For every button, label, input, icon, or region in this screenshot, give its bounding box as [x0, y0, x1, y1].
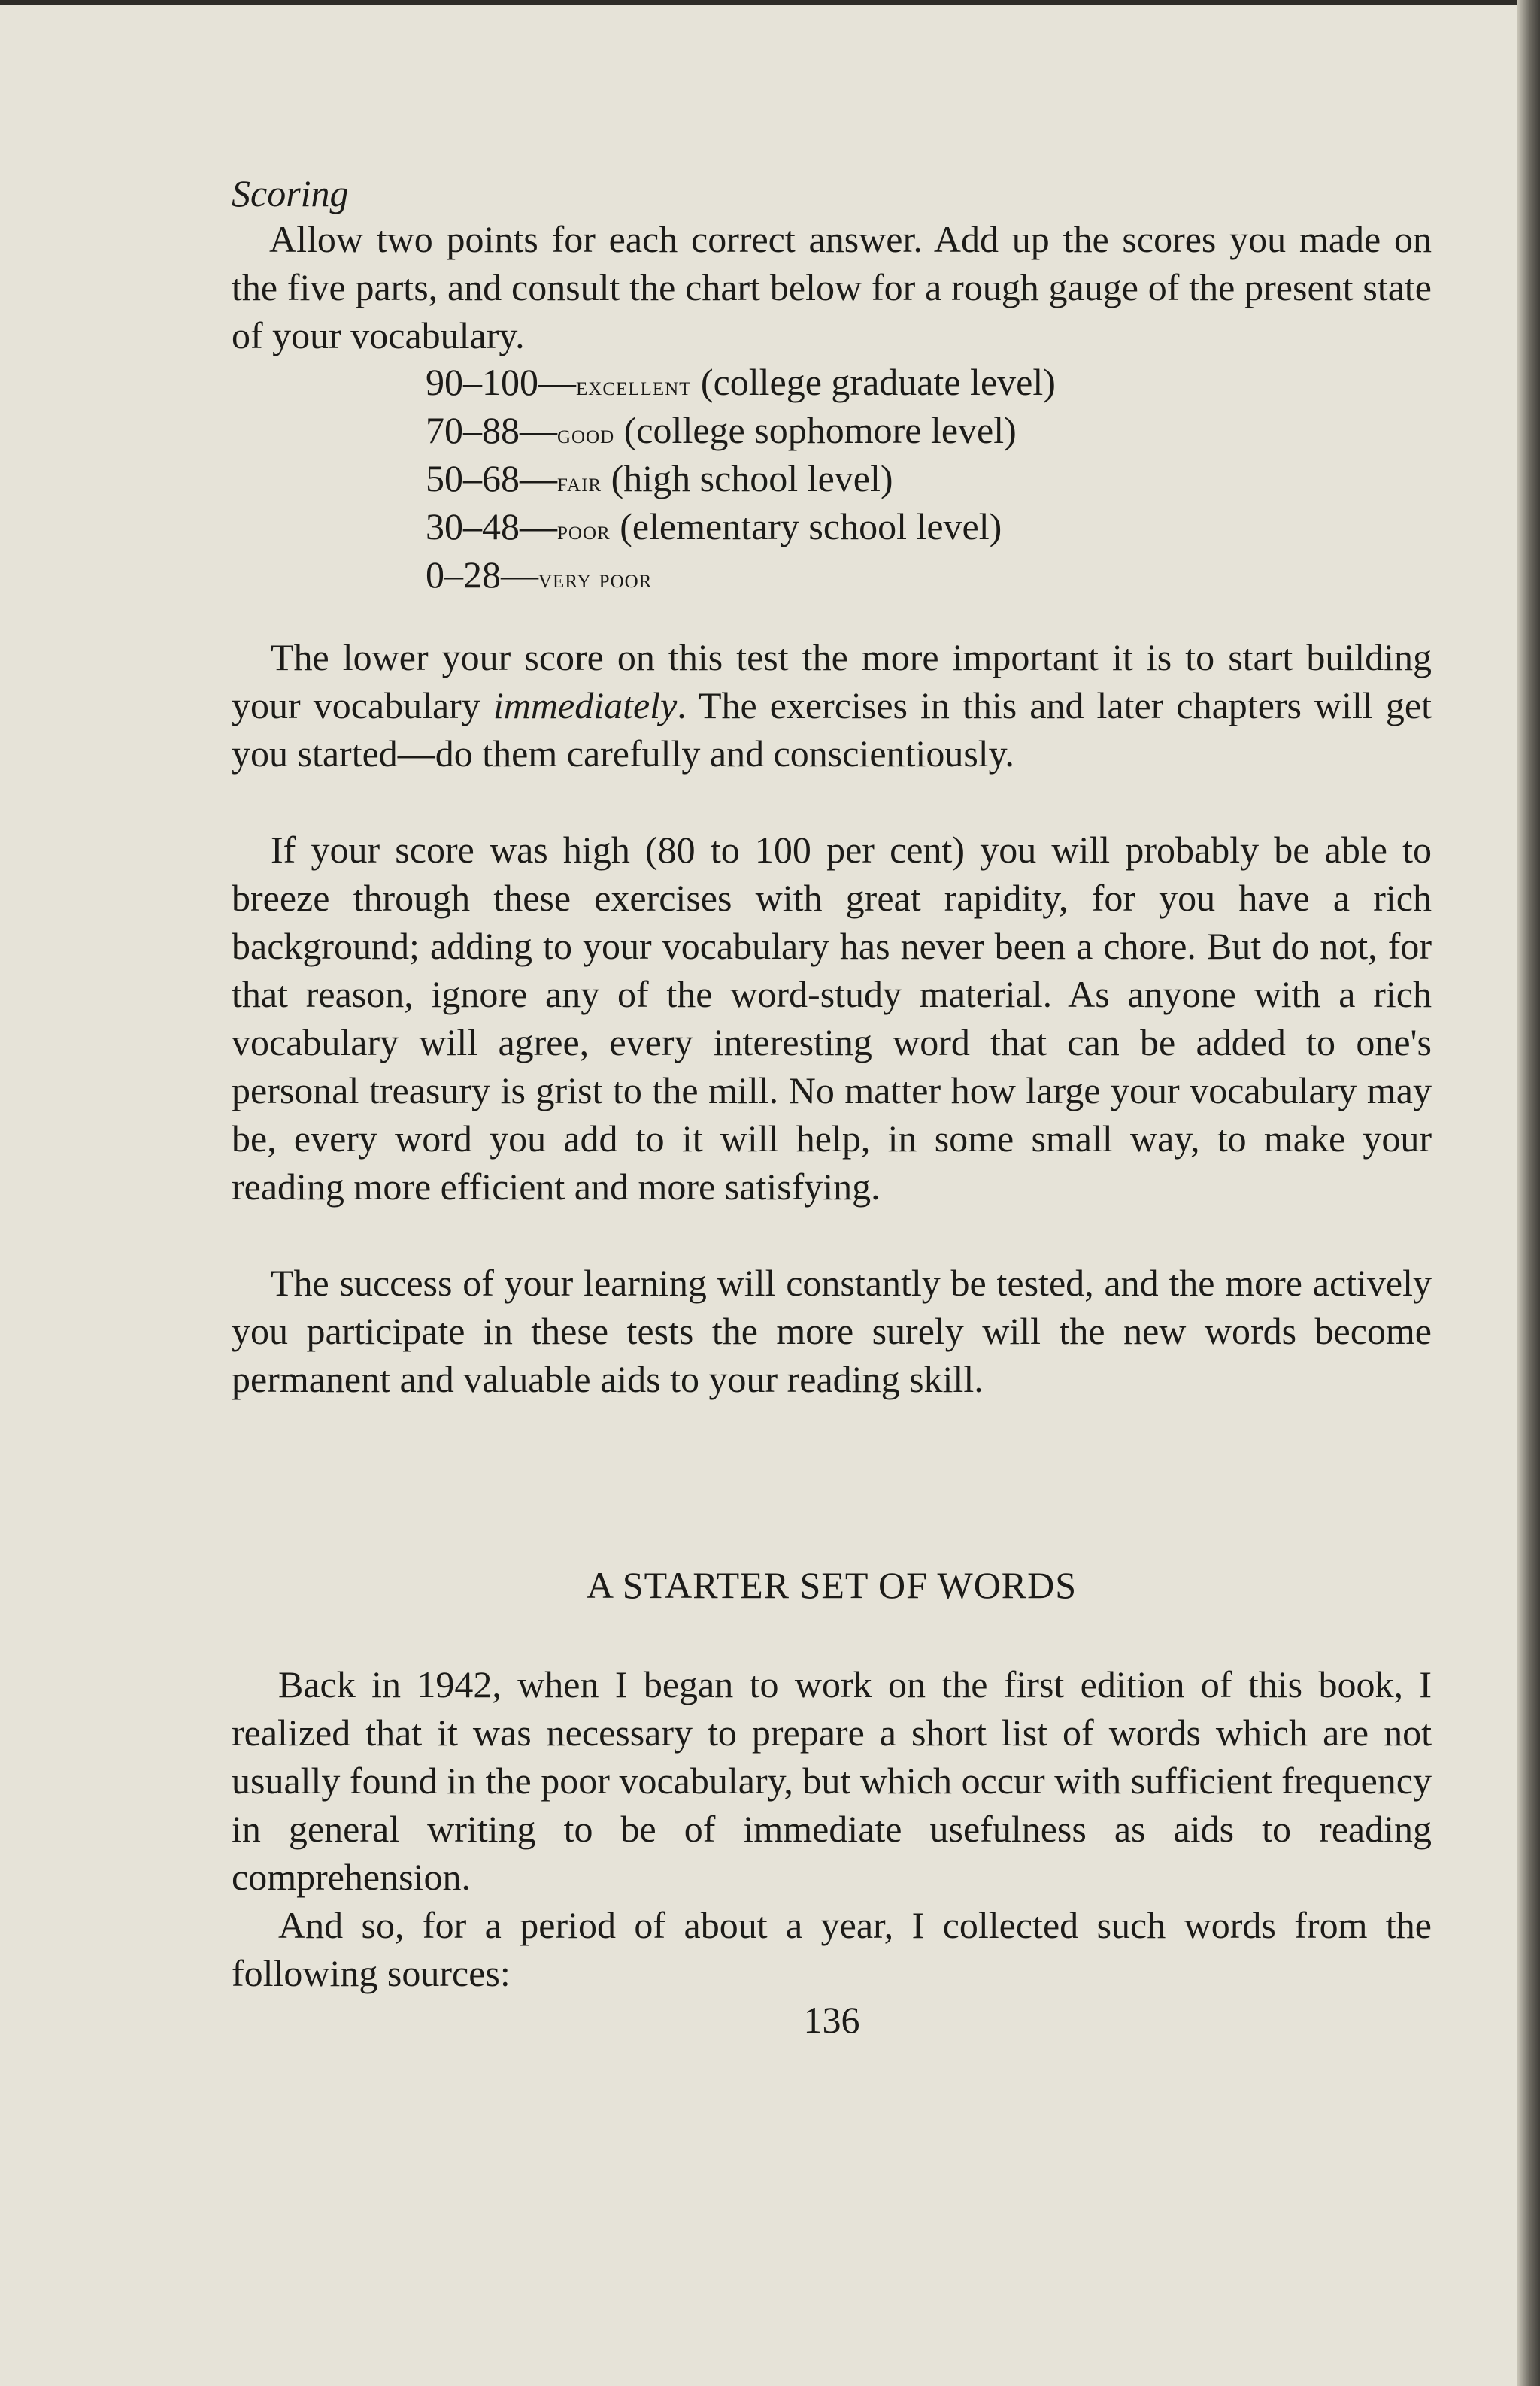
- body-paragraph: And so, for a period of about a year, I collected such words from the following sources:: [232, 1904, 1432, 1994]
- score-row: [426, 406, 1056, 454]
- body-paragraph: The success of your learning will constantly be tested, and the more actively you participate in these tests the more surely will the new words become permanent and valuable aids to your reading skill.: [232, 1262, 1432, 1400]
- score-rating: good: [557, 419, 615, 449]
- score-note: (college sophomore level): [614, 409, 1017, 451]
- score-note: (college graduate level): [691, 361, 1056, 403]
- page-number: 136: [803, 1999, 860, 2041]
- score-row: [426, 502, 1056, 550]
- body-paragraph: [232, 633, 1432, 778]
- score-row: [426, 550, 1056, 599]
- emphasis-text: immediately: [493, 684, 678, 726]
- score-rating: poor: [557, 515, 611, 545]
- paragraph-text: . The exercises in this and later chapters will get you started—do them carefully and conscientiously.: [232, 684, 1432, 775]
- score-range: 0–28—: [426, 553, 538, 596]
- score-chart: [426, 358, 1056, 599]
- body-paragraph: If your score was high (80 to 100 per cent) you will probably be able to breeze through these exercises with great rapidity, for you have a rich background; adding to your vocabulary has never been a chore. But do not, for that reason, ignore any of the word-study material. As anyone with a rich vocabulary will agree, every interesting word that can be added to one's personal treasury is grist to the mill. No matter how large your vocabulary may be, every word you add to it will help, in some small way, to make your reading more efficient and more satisfying.: [232, 829, 1432, 1208]
- score-note: (elementary school level): [610, 505, 1002, 547]
- paragraph-text: The lower your score on this test the more important it is to start building your vocabulary: [232, 636, 1432, 726]
- page-top-edge: [0, 0, 1540, 5]
- score-range: 30–48—: [426, 505, 557, 547]
- section-title: A STARTER SET OF WORDS: [586, 1564, 1078, 1606]
- score-range: 50–68—: [426, 457, 557, 499]
- body-paragraph: Back in 1942, when I began to work on the first edition of this book, I realized that it was necessary to prepare a short list of words which are not usually found in the poor vocabulary, but which occur with sufficient frequency in general writing to be of immediate usefulness as aids to reading comprehension.: [232, 1663, 1432, 1898]
- score-range: 90–100—: [426, 361, 576, 403]
- scoring-intro-paragraph: Allow two points for each correct answer. Add up the scores you made on the five parts, and consult the chart below for a rough gauge of the present state of your vocabulary.: [232, 218, 1432, 356]
- score-note: (high school level): [602, 457, 893, 499]
- score-row: [426, 358, 1056, 406]
- book-spine-shadow: [1517, 0, 1540, 2386]
- score-range: 70–88—: [426, 409, 557, 451]
- score-rating: excellent: [576, 371, 692, 401]
- score-rating: very poor: [538, 563, 653, 593]
- score-rating: fair: [557, 467, 602, 497]
- score-row: [426, 454, 1056, 502]
- scoring-heading: Scoring: [232, 172, 349, 214]
